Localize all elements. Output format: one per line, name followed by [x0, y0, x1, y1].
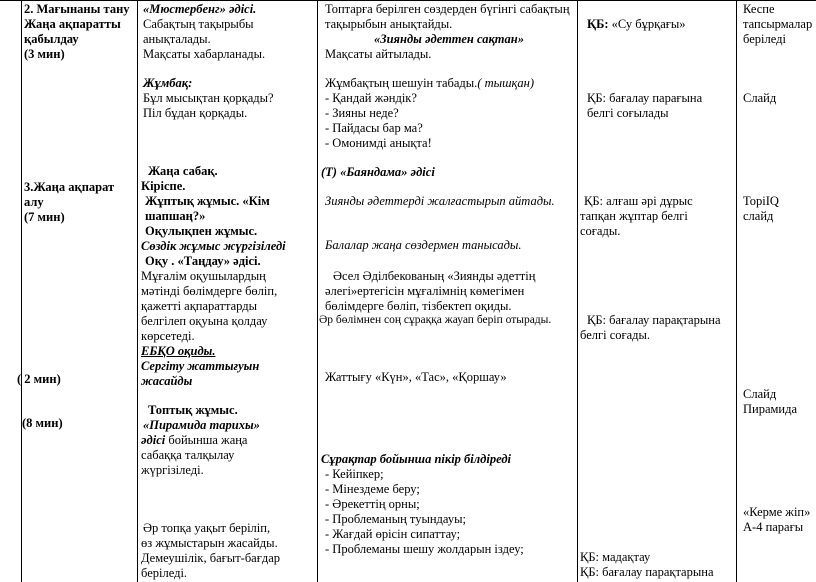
time-2-min: ( 2 мин): [17, 372, 61, 386]
question-4: - Омонимді анықта!: [325, 136, 432, 150]
teacher-line-3: қажетті ақпараттарды: [141, 299, 257, 313]
pyramid-line-4: жүргізіледі.: [141, 463, 204, 477]
column-divider-4: [736, 0, 737, 582]
column-divider-3: [577, 0, 578, 582]
stage-time: (3 мин): [24, 47, 65, 61]
cards-line-3: беріледі: [743, 32, 786, 46]
opinion-title: Сұрақтар бойынша пікір білдіреді: [321, 452, 512, 466]
pair-work-line-2: шапшаң?»: [145, 209, 206, 223]
groups-line-1: Әр топқа уақыт беріліп,: [143, 521, 271, 535]
activity-line-2: тақырыбын анықтайды.: [325, 17, 453, 31]
riddle-line-1: Бұл мысықтан қорқады?: [143, 91, 274, 105]
riddle-solve-text: Жұмбақтың шешуін табады.: [325, 76, 478, 90]
lesson-topic: «Зиянды әдеттен сақтан»: [374, 32, 524, 46]
riddle-answer: ( тышқан): [477, 76, 534, 90]
kb-label: ҚБ:: [587, 17, 609, 31]
habits-continue: Зиянды әдеттерді жалғастырып айтады.: [325, 194, 555, 208]
praise: ҚБ: мадақтау: [580, 550, 651, 564]
time-8-min: (8 мин): [22, 416, 63, 430]
vocab-work: Сөздік жұмыс жүргізіледі: [141, 239, 286, 253]
activity-line-1: Топтарға берілген сөздерден бүгінгі сабақтың: [325, 2, 570, 16]
bullet-3: - Әрекеттің орны;: [325, 497, 420, 511]
assess-line-2: белгі соғылады: [587, 106, 669, 120]
topiq-line-1: TopiIQ: [743, 194, 779, 208]
method-line-3: Мақсаты хабарланады.: [143, 47, 266, 61]
groups-line-3: Демеушілік, бағыт-бағдар: [141, 551, 281, 565]
water-method: «Су бұрқағы»: [608, 17, 686, 31]
assess-line-1: ҚБ: бағалау парағына: [587, 91, 703, 105]
teacher-line-5: көрсетеді.: [141, 329, 195, 343]
pyramid-slide-2: Пирамида: [743, 402, 798, 416]
bullet-4: - Проблеманың туындауы;: [325, 512, 466, 526]
groups-line-4: беріледі.: [141, 566, 188, 580]
poem-line-2: әлегі»ертегісін мұғалімнің көмегімен: [325, 284, 525, 298]
column-divider-1: [137, 0, 138, 582]
pyramid-line-1: «Пирамида тарихы»: [143, 418, 260, 432]
exercise: Жаттығу «Күн», «Тас», «Қоршау»: [325, 370, 507, 384]
quick-line-2: тапқан жұптар белгі: [580, 209, 688, 223]
new-lesson: Жаңа сабақ.: [148, 164, 218, 178]
kerme-line-2: А-4 парағы: [743, 520, 804, 534]
question-1: - Қандай жәндік?: [325, 91, 417, 105]
teacher-line-2: мәтінді бөлімдерге бөліп,: [141, 284, 278, 298]
slide-1: Слайд: [743, 91, 777, 105]
refresh-line-1: Сергіту жаттығуын: [141, 359, 260, 373]
bullet-2: - Мінездеме беру;: [325, 482, 420, 496]
reading-work: Оқулықпен жұмыс.: [145, 224, 258, 238]
bullet-1: - Кейіпкер;: [325, 467, 384, 481]
table-border-top: [0, 0, 816, 1]
new-info-time: (7 мин): [24, 210, 65, 224]
riddle-title: Жұмбақ:: [143, 76, 193, 90]
column-divider-2: [317, 0, 318, 582]
method-line-2: анықталады.: [143, 32, 211, 46]
question-2: - Зияны неде?: [325, 106, 399, 120]
new-words: Балалар жаңа сөздермен танысады.: [325, 238, 522, 252]
assessment-water: [587, 17, 686, 32]
riddle-line-2: Піл бұдан қорқады.: [143, 106, 248, 120]
table-border-left: [21, 0, 22, 582]
group-work: Топтық жұмыс.: [148, 403, 238, 417]
stage-title-line-1: 2. Мағынаны тану: [24, 2, 130, 16]
intro: Кіріспе.: [141, 179, 186, 193]
topiq-line-2: слайд: [743, 209, 774, 223]
bullet-6: - Проблеманы шешу жолдарын іздеу;: [325, 542, 524, 556]
teacher-line-1: Мұғалім оқушылардың: [141, 269, 266, 283]
kerme-line-1: «Керме жіп»: [743, 505, 811, 519]
read-choice: Оқу . «Таңдау» әдісі.: [145, 254, 261, 268]
quick-line-1: ҚБ: алғаш әрі дұрыс: [584, 194, 693, 208]
pyramid-slide-1: Слайд: [743, 387, 777, 401]
stage-title-line-3: қабылдау: [24, 32, 79, 46]
report-method: (Т) «Баяндама» әдісі: [321, 165, 435, 179]
goal-stated: Мақсаты айтылады.: [325, 47, 432, 61]
new-info-line-1: 3.Жаңа ақпарат: [24, 180, 115, 194]
cards-line-2: тапсырмалар: [743, 17, 813, 31]
teacher-line-4: белгілеп оқуына қолдау: [141, 314, 268, 328]
sheet-line-1: ҚБ: бағалау парақтарына: [587, 313, 721, 327]
method-line-1: Сабақтың тақырыбы: [143, 17, 254, 31]
poem-line-1: Әсел Әділбекованың «Зиянды әдеттің: [333, 269, 536, 283]
quick-line-3: соғады.: [580, 224, 621, 238]
bullet-5: - Жағдай өрісін сипаттау;: [325, 527, 461, 541]
sheet-bottom: ҚБ: бағалау парақтарына: [580, 565, 714, 579]
new-info-line-2: алу: [24, 195, 44, 209]
ebko-reading: ЕБҚО оқиды.: [141, 344, 216, 358]
riddle-solve: [325, 76, 534, 91]
pair-work-line-1: Жұптық жұмыс. «Кім: [145, 194, 270, 208]
sheet-line-2: белгі соғады.: [580, 328, 651, 342]
method-title: «Мюстербенг» әдісі.: [143, 2, 257, 16]
question-3: - Пайдасы бар ма?: [325, 121, 423, 135]
pyramid-line-3: сабаққа талқылау: [141, 448, 235, 462]
pyramid-method-rest: бойынша жаңа: [165, 433, 248, 447]
refresh-line-2: жасайды: [141, 374, 193, 388]
stage-title-line-2: Жаңа ақпаратты: [24, 17, 121, 31]
groups-line-2: өз жұмыстарын жасайды.: [141, 536, 278, 550]
answer-each-part: Әр бөлімнен соң сұраққа жауап беріп отырады.: [319, 314, 552, 326]
poem-line-3: бөлімдерге бөліп, тізбектеп оқиды.: [325, 299, 512, 313]
pyramid-method-word: әдісі: [141, 433, 166, 447]
pyramid-line-2: [141, 433, 247, 448]
cards-line-1: Кеспе: [743, 2, 775, 16]
